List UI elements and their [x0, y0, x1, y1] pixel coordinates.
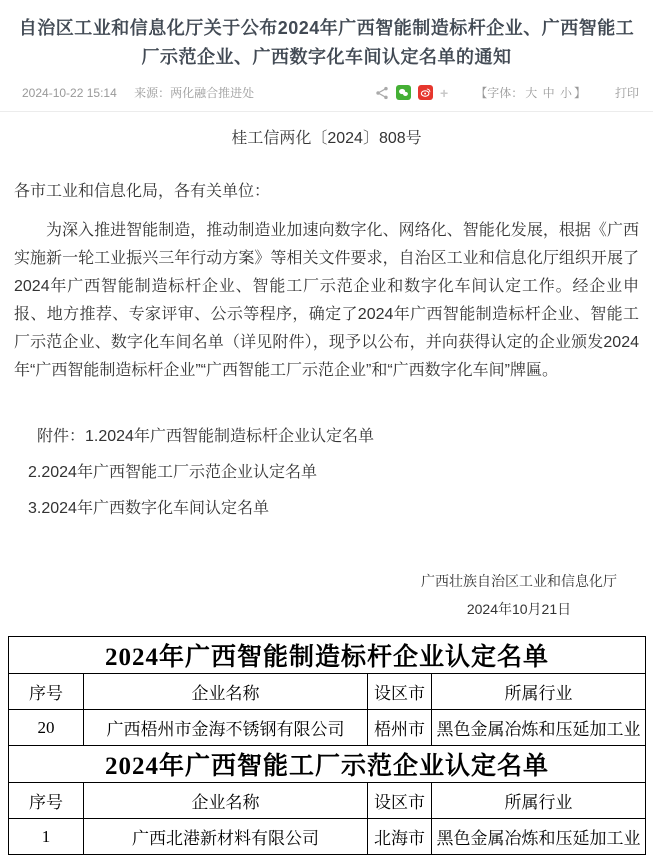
meta-bar: [0, 72, 653, 112]
header-cell-seq: 序号: [9, 674, 84, 710]
cell-city: 北海市: [368, 819, 432, 855]
header-cell-company: 企业名称: [84, 783, 368, 819]
signature-block: [0, 573, 653, 619]
meta-info: [22, 84, 268, 101]
issue-date: 2024年10月21日: [466, 601, 572, 617]
font-size-control: [474, 84, 587, 101]
font-large-button[interactable]: 大: [525, 86, 538, 100]
attachments-label: 附件：: [37, 428, 86, 445]
cell-company: 广西北港新材料有限公司: [84, 819, 368, 855]
table-row: [9, 819, 646, 855]
font-size-label-close: 】: [573, 86, 586, 100]
table-row: [9, 710, 646, 746]
table-title-smart-factory: 2024年广西智能工厂示范企业认定名单: [9, 746, 646, 783]
share-icon[interactable]: [375, 86, 389, 100]
cell-industry: 黑色金属冶炼和压延加工业: [432, 819, 646, 855]
header-cell-city: 设区市: [368, 783, 432, 819]
plus-icon[interactable]: +: [440, 84, 449, 101]
attachment-item-2[interactable]: 2.2024年广西智能工厂示范企业认定名单: [28, 464, 317, 481]
issuer-name: 广西壮族自治区工业和信息化厅: [421, 573, 617, 589]
font-size-label-open: 【字体：: [475, 86, 524, 100]
font-medium-button[interactable]: 中: [542, 86, 555, 100]
document-number: 桂工信两化〔2024〕808号: [231, 130, 422, 147]
certification-tables: [8, 636, 646, 855]
table-header-row: [9, 674, 646, 710]
source-label: 来源：两化融合推进处: [134, 86, 255, 100]
font-small-button[interactable]: 小: [559, 86, 572, 100]
attachment-item-1[interactable]: 1.2024年广西智能制造标杆企业认定名单: [85, 428, 374, 445]
print-button[interactable]: 打印: [614, 86, 639, 100]
publish-datetime: 2024-10-22 15:14: [22, 86, 117, 100]
wechat-icon[interactable]: [396, 85, 411, 100]
header-cell-company: 企业名称: [84, 674, 368, 710]
table-header-row: [9, 783, 646, 819]
weibo-icon[interactable]: [418, 85, 433, 100]
header-cell-industry: 所属行业: [432, 674, 646, 710]
header-cell-industry: 所属行业: [432, 783, 646, 819]
salutation: 各市工业和信息化局，各有关单位：: [14, 183, 271, 200]
cell-seq: 20: [9, 710, 84, 746]
cell-city: 梧州市: [368, 710, 432, 746]
page-title: 自治区工业和信息化厅关于公布2024年广西智能制造标杆企业、广西智能工厂示范企业、广西数字化车间认定名单的通知: [18, 18, 635, 67]
cell-seq: 1: [9, 819, 84, 855]
header-cell-seq: 序号: [9, 783, 84, 819]
cell-industry: 黑色金属冶炼和压延加工业: [432, 710, 646, 746]
table-title-benchmark: 2024年广西智能制造标杆企业认定名单: [9, 637, 646, 674]
attachments-list: [0, 429, 653, 517]
cell-company: 广西梧州市金海不锈钢有限公司: [84, 710, 368, 746]
body-paragraph: 为深入推进智能制造，推动制造业加速向数字化、网络化、智能化发展，根据《广西实施新一轮工业振兴三年行动方案》等相关文件要求，自治区工业和信息化厅组织开展了2024年广西智能制造标杆企业、智能工厂示范企业和数字化车间认定工作。经企业申报、地方推荐、专家评审、公示等程序，确定了2024年广西智能制造标杆企业、智能工厂示范企业、数字化车间名单（详见附件），现予以公布，并向获得认定的企业颁发2024年“广西智能制造标杆企业”“广西智能工厂示范企业”和“广西数字化车间”牌匾。: [14, 222, 639, 379]
share-toolbar: [368, 85, 448, 100]
header-cell-city: 设区市: [368, 674, 432, 710]
attachment-item-3[interactable]: 3.2024年广西数字化车间认定名单: [28, 500, 269, 517]
